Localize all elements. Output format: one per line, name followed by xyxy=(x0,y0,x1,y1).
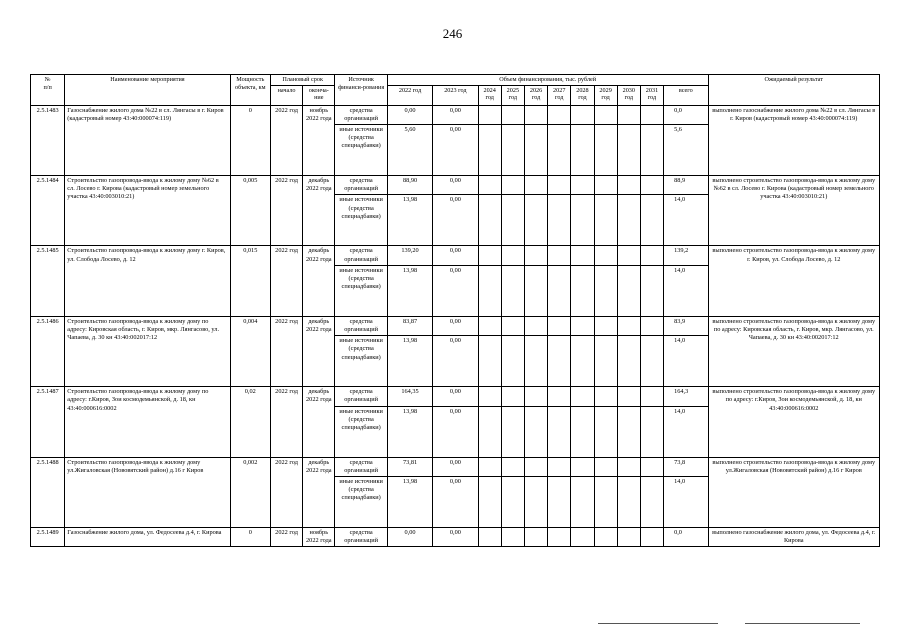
row-empty-year-cell xyxy=(524,124,547,175)
row-empty-year-cell xyxy=(571,387,594,406)
row-empty-year-cell xyxy=(571,336,594,387)
row-2023-value-1: 0,00 xyxy=(433,316,478,335)
row-empty-year-cell xyxy=(548,406,571,457)
row-empty-year-cell xyxy=(501,105,524,124)
row-end: ноябрь 2022 года xyxy=(303,105,335,175)
table-row xyxy=(31,316,880,335)
row-empty-year-cell xyxy=(594,195,617,246)
row-total-2: 14,0 xyxy=(664,406,708,457)
row-start: 2022 год xyxy=(270,457,302,527)
row-id: 2.5.1487 xyxy=(31,387,65,457)
row-empty-year-cell xyxy=(571,195,594,246)
row-id: 2.5.1488 xyxy=(31,457,65,527)
row-2022-value-1: 0,00 xyxy=(387,105,432,124)
row-empty-year-cell xyxy=(501,527,524,546)
row-power: 0,015 xyxy=(230,246,270,316)
row-id: 2.5.1485 xyxy=(31,246,65,316)
row-result: выполнено строительство газопровода-ввода к жилому дому ул.Жигаловская (Нововятский район) д.16 г Киров xyxy=(708,457,879,527)
row-source-1: средства организаций xyxy=(335,457,387,476)
row-empty-year-cell xyxy=(501,476,524,527)
row-source-1: средства организаций xyxy=(335,316,387,335)
row-result: выполнено газоснабжение жилого дома, ул. Федосеева д.4, г. Кирова xyxy=(708,527,879,546)
row-empty-year-cell xyxy=(524,406,547,457)
row-empty-year-cell xyxy=(571,124,594,175)
row-empty-year-cell xyxy=(548,316,571,335)
table-row xyxy=(31,105,880,124)
row-empty-year-cell xyxy=(640,406,663,457)
row-empty-year-cell xyxy=(501,316,524,335)
row-empty-year-cell xyxy=(594,265,617,316)
row-empty-year-cell xyxy=(640,476,663,527)
row-empty-year-cell xyxy=(594,476,617,527)
row-empty-year-cell xyxy=(640,457,663,476)
row-2023-value-2: 0,00 xyxy=(433,476,478,527)
row-source-2: иные источники (средства спецнадбавки) xyxy=(335,124,387,175)
row-name: Газоснабжение жилого дома, ул. Федосеева д.4, г. Кирова xyxy=(65,527,230,546)
row-source-2: иные источники (средства спецнадбавки) xyxy=(335,265,387,316)
header-result: Ожидаемый результат xyxy=(708,75,879,106)
row-empty-year-cell xyxy=(478,457,501,476)
row-empty-year-cell xyxy=(594,457,617,476)
row-empty-year-cell xyxy=(524,105,547,124)
row-end: декабрь 2022 года xyxy=(303,457,335,527)
header-num: № п/п xyxy=(31,75,65,106)
row-empty-year-cell xyxy=(524,195,547,246)
row-name: Строительство газопровода-ввода к жилому дому по адресу: г.Киров, Зои космодемьянской, д. 18, кн 43:40:000616:0002 xyxy=(65,387,230,457)
row-empty-year-cell xyxy=(501,175,524,194)
header-year-2031: 2031 год xyxy=(640,85,663,105)
row-empty-year-cell xyxy=(640,124,663,175)
row-empty-year-cell xyxy=(571,175,594,194)
header-total: всего xyxy=(664,85,708,105)
row-empty-year-cell xyxy=(640,105,663,124)
table-row xyxy=(31,457,880,476)
row-empty-year-cell xyxy=(548,265,571,316)
footer-line-right xyxy=(745,623,860,624)
header-power: Мощность объекта, км xyxy=(230,75,270,106)
row-total-1: 0,0 xyxy=(664,527,708,546)
row-empty-year-cell xyxy=(617,387,640,406)
row-empty-year-cell xyxy=(501,406,524,457)
row-empty-year-cell xyxy=(594,387,617,406)
row-empty-year-cell xyxy=(548,476,571,527)
header-term-start: начало xyxy=(270,85,302,105)
row-2022-value-1: 139,20 xyxy=(387,246,432,265)
row-empty-year-cell xyxy=(524,175,547,194)
table-row xyxy=(31,246,880,265)
row-end: декабрь 2022 года xyxy=(303,246,335,316)
row-empty-year-cell xyxy=(501,124,524,175)
row-empty-year-cell xyxy=(640,336,663,387)
row-empty-year-cell xyxy=(594,124,617,175)
row-empty-year-cell xyxy=(640,387,663,406)
row-empty-year-cell xyxy=(571,105,594,124)
header-term: Плановый срок xyxy=(270,75,335,86)
row-empty-year-cell xyxy=(501,336,524,387)
row-empty-year-cell xyxy=(548,195,571,246)
row-empty-year-cell xyxy=(548,527,571,546)
row-2023-value-2: 0,00 xyxy=(433,124,478,175)
row-id: 2.5.1489 xyxy=(31,527,65,546)
row-2023-value-1: 0,00 xyxy=(433,175,478,194)
row-empty-year-cell xyxy=(548,175,571,194)
row-empty-year-cell xyxy=(594,406,617,457)
row-empty-year-cell xyxy=(548,105,571,124)
row-empty-year-cell xyxy=(478,387,501,406)
row-empty-year-cell xyxy=(478,527,501,546)
row-end: декабрь 2022 года xyxy=(303,316,335,386)
row-name: Строительство газопровода-ввода к жилому дому г. Киров, ул. Слобода Лосево, д. 12 xyxy=(65,246,230,316)
row-empty-year-cell xyxy=(617,124,640,175)
row-empty-year-cell xyxy=(478,476,501,527)
row-start: 2022 год xyxy=(270,387,302,457)
row-total-2: 14,0 xyxy=(664,195,708,246)
row-empty-year-cell xyxy=(524,246,547,265)
row-result: выполнено строительство газопровода-ввода к жилому дому г. Киров, ул. Слобода Лосево, д. 12 xyxy=(708,246,879,316)
row-source-1: средства организаций xyxy=(335,387,387,406)
row-empty-year-cell xyxy=(640,175,663,194)
row-2023-value-2: 0,00 xyxy=(433,406,478,457)
table-row xyxy=(31,175,880,194)
row-power: 0,002 xyxy=(230,457,270,527)
row-empty-year-cell xyxy=(478,246,501,265)
row-empty-year-cell xyxy=(524,265,547,316)
row-start: 2022 год xyxy=(270,316,302,386)
row-end: декабрь 2022 года xyxy=(303,387,335,457)
row-empty-year-cell xyxy=(478,195,501,246)
footer-line-left xyxy=(598,623,718,624)
row-empty-year-cell xyxy=(617,265,640,316)
row-source-2: иные источники (средства спецнадбавки) xyxy=(335,476,387,527)
row-empty-year-cell xyxy=(524,316,547,335)
row-2022-value-2: 13,98 xyxy=(387,336,432,387)
row-source-2: иные источники (средства спецнадбавки) xyxy=(335,336,387,387)
table-row xyxy=(31,527,880,546)
row-empty-year-cell xyxy=(524,457,547,476)
row-source-1: средства организаций xyxy=(335,175,387,194)
row-name: Газоснабжение жилого дома №22 в сл. Лянгасы в г. Киров (кадастровый номер 43:40:000074:119) xyxy=(65,105,230,175)
row-empty-year-cell xyxy=(640,527,663,546)
row-empty-year-cell xyxy=(478,406,501,457)
row-total-1: 0,0 xyxy=(664,105,708,124)
row-empty-year-cell xyxy=(501,457,524,476)
row-empty-year-cell xyxy=(501,195,524,246)
row-empty-year-cell xyxy=(594,316,617,335)
row-2023-value-1: 0,00 xyxy=(433,387,478,406)
financing-table xyxy=(30,74,880,547)
row-power: 0 xyxy=(230,105,270,175)
row-result: выполнено газоснабжение жилого дома №22 в сл. Лянгасы в г. Киров (кадастровый номер 43:40:000074:119) xyxy=(708,105,879,175)
header-year-2029: 2029 год xyxy=(594,85,617,105)
row-2022-value-1: 83,87 xyxy=(387,316,432,335)
row-empty-year-cell xyxy=(548,457,571,476)
row-result: выполнено строительство газопровода-ввода к жилому дому №62 в сл. Лосево г. Кирова (кадастровый номер земельного участка 43:40:003010:21) xyxy=(708,175,879,245)
row-empty-year-cell xyxy=(524,527,547,546)
row-2022-value-2: 13,98 xyxy=(387,265,432,316)
row-empty-year-cell xyxy=(571,246,594,265)
row-empty-year-cell xyxy=(501,387,524,406)
row-end: ноябрь 2022 года xyxy=(303,527,335,546)
table-row xyxy=(31,387,880,406)
row-name: Строительство газопровода-ввода к жилому дому ул.Жигаловская (Нововятский район) д.16 г Киров xyxy=(65,457,230,527)
row-empty-year-cell xyxy=(478,124,501,175)
row-result: выполнено строительство газопровода-ввода к жилому дому по адресу: г.Киров, Зои космодемьянской, д. 18, кн 43:40:000616:0002 xyxy=(708,387,879,457)
row-start: 2022 год xyxy=(270,175,302,245)
row-empty-year-cell xyxy=(548,387,571,406)
row-empty-year-cell xyxy=(617,476,640,527)
row-empty-year-cell xyxy=(478,265,501,316)
row-result: выполнено строительство газопровода-ввода к жилому дому по адресу: Кировская область, г. Киров, мкр. Лянгасово, ул. Чапаева, д. 30 кн 43:40:002017:12 xyxy=(708,316,879,386)
row-source-1: средства организаций xyxy=(335,105,387,124)
header-year-2022: 2022 год xyxy=(387,85,432,105)
row-empty-year-cell xyxy=(548,246,571,265)
row-2023-value-1: 0,00 xyxy=(433,457,478,476)
row-empty-year-cell xyxy=(478,336,501,387)
row-empty-year-cell xyxy=(548,336,571,387)
row-empty-year-cell xyxy=(571,316,594,335)
row-total-2: 14,0 xyxy=(664,336,708,387)
row-total-2: 14,0 xyxy=(664,476,708,527)
row-empty-year-cell xyxy=(571,476,594,527)
header-name: Наименование мероприятия xyxy=(65,75,230,106)
row-start: 2022 год xyxy=(270,246,302,316)
row-source-2: иные источники (средства спецнадбавки) xyxy=(335,406,387,457)
row-empty-year-cell xyxy=(617,527,640,546)
row-empty-year-cell xyxy=(640,265,663,316)
row-total-1: 83,9 xyxy=(664,316,708,335)
header-source: Источник финанси-рования xyxy=(335,75,387,106)
row-empty-year-cell xyxy=(524,387,547,406)
row-total-1: 88,9 xyxy=(664,175,708,194)
row-empty-year-cell xyxy=(478,175,501,194)
header-volume: Объем финансирования, тыс. рублей xyxy=(387,75,708,86)
row-empty-year-cell xyxy=(617,406,640,457)
row-start: 2022 год xyxy=(270,105,302,175)
row-2023-value-1: 0,00 xyxy=(433,527,478,546)
row-power: 0,005 xyxy=(230,175,270,245)
row-id: 2.5.1486 xyxy=(31,316,65,386)
row-empty-year-cell xyxy=(478,105,501,124)
row-2023-value-2: 0,00 xyxy=(433,195,478,246)
row-empty-year-cell xyxy=(617,316,640,335)
row-total-1: 73,8 xyxy=(664,457,708,476)
row-empty-year-cell xyxy=(594,246,617,265)
row-empty-year-cell xyxy=(640,195,663,246)
row-empty-year-cell xyxy=(501,265,524,316)
header-year-2026: 2026 год xyxy=(524,85,547,105)
row-id: 2.5.1484 xyxy=(31,175,65,245)
row-end: декабрь 2022 года xyxy=(303,175,335,245)
row-source-1: средства организаций xyxy=(335,246,387,265)
row-empty-year-cell xyxy=(524,336,547,387)
row-empty-year-cell xyxy=(594,175,617,194)
row-empty-year-cell xyxy=(594,336,617,387)
row-empty-year-cell xyxy=(640,316,663,335)
row-2023-value-1: 0,00 xyxy=(433,105,478,124)
row-2022-value-2: 13,98 xyxy=(387,476,432,527)
row-2023-value-2: 0,00 xyxy=(433,336,478,387)
header-year-2024: 2024 год xyxy=(478,85,501,105)
row-source-1: средства организаций xyxy=(335,527,387,546)
row-empty-year-cell xyxy=(571,457,594,476)
row-name: Строительство газопровода-ввода к жилому дому по адресу: Кировская область, г. Киров, мкр. Лянгасово, ул. Чапаева, д. 30 кн 43:40:002017:12 xyxy=(65,316,230,386)
row-total-2: 5,6 xyxy=(664,124,708,175)
row-empty-year-cell xyxy=(617,246,640,265)
row-total-1: 164,3 xyxy=(664,387,708,406)
page-number: 246 xyxy=(442,26,463,41)
row-empty-year-cell xyxy=(501,246,524,265)
row-2022-value-2: 13,98 xyxy=(387,195,432,246)
row-empty-year-cell xyxy=(617,195,640,246)
row-2022-value-2: 5,60 xyxy=(387,124,432,175)
header-year-2028: 2028 год xyxy=(571,85,594,105)
row-empty-year-cell xyxy=(524,476,547,527)
row-empty-year-cell xyxy=(478,316,501,335)
row-2022-value-1: 164,35 xyxy=(387,387,432,406)
header-year-2030: 2030 год xyxy=(617,85,640,105)
row-empty-year-cell xyxy=(548,124,571,175)
header-year-2023: 2023 год xyxy=(433,85,478,105)
row-2022-value-1: 0,00 xyxy=(387,527,432,546)
row-empty-year-cell xyxy=(617,105,640,124)
header-term-end: оконча-ние xyxy=(303,85,335,105)
row-total-2: 14,0 xyxy=(664,265,708,316)
row-id: 2.5.1483 xyxy=(31,105,65,175)
row-power: 0,02 xyxy=(230,387,270,457)
row-power: 0 xyxy=(230,527,270,546)
row-empty-year-cell xyxy=(617,457,640,476)
row-start: 2022 год xyxy=(270,527,302,546)
row-name: Строительство газопровода-ввода к жилому дому №62 в сл. Лосево г. Кирова (кадастровый номер земельного участка 43:40:003010:21) xyxy=(65,175,230,245)
row-2022-value-1: 88,90 xyxy=(387,175,432,194)
row-2022-value-1: 73,81 xyxy=(387,457,432,476)
row-empty-year-cell xyxy=(571,265,594,316)
row-2023-value-1: 0,00 xyxy=(433,246,478,265)
row-empty-year-cell xyxy=(594,105,617,124)
header-year-2027: 2027 год xyxy=(548,85,571,105)
row-empty-year-cell xyxy=(617,175,640,194)
row-empty-year-cell xyxy=(617,336,640,387)
row-empty-year-cell xyxy=(571,527,594,546)
row-2023-value-2: 0,00 xyxy=(433,265,478,316)
row-2022-value-2: 13,98 xyxy=(387,406,432,457)
row-power: 0,004 xyxy=(230,316,270,386)
row-empty-year-cell xyxy=(571,406,594,457)
row-empty-year-cell xyxy=(594,527,617,546)
header-year-2025: 2025 год xyxy=(501,85,524,105)
row-total-1: 139,2 xyxy=(664,246,708,265)
row-source-2: иные источники (средства спецнадбавки) xyxy=(335,195,387,246)
row-empty-year-cell xyxy=(640,246,663,265)
